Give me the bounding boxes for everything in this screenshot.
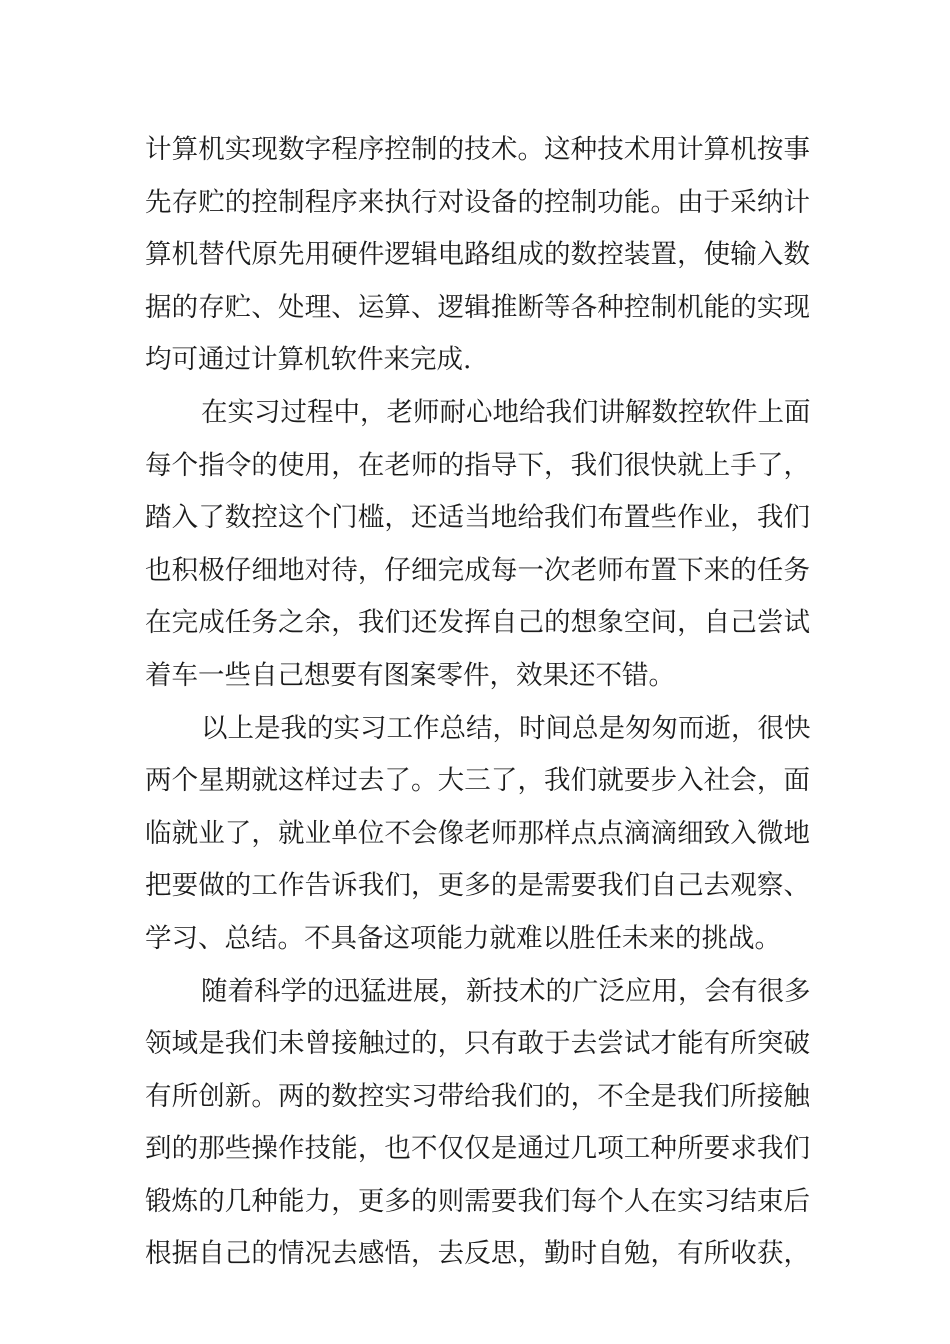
text-line: 也积极仔细地对待，仔细完成每一次老师布置下来的任务 bbox=[145, 554, 810, 586]
text-line: 在完成任务之余，我们还发挥自己的想象空间，自己尝试 bbox=[145, 607, 810, 639]
text-line: 算机替代原先用硬件逻辑电路组成的数控装置，使输入数 bbox=[145, 239, 810, 271]
document-body bbox=[145, 124, 810, 1281]
text-line: 把要做的工作告诉我们，更多的是需要我们自己去观察、 bbox=[145, 870, 810, 902]
text-line: 均可通过计算机软件来完成. bbox=[145, 344, 472, 376]
text-line: 在实习过程中，老师耐心地给我们讲解数控软件上面 bbox=[201, 396, 811, 428]
text-line: 着车一些自己想要有图案零件，效果还不错。 bbox=[145, 659, 675, 691]
text-line: 踏入了数控这个门槛，还适当地给我们布置些作业，我们 bbox=[145, 502, 810, 534]
text-line: 先存贮的控制程序来执行对设备的控制功能。由于采纳计 bbox=[145, 186, 810, 218]
text-line: 根据自己的情况去感悟，去反思，勤时自勉，有所收获， bbox=[145, 1238, 810, 1270]
text-line: 领域是我们未曾接触过的，只有敢于去尝试才能有所突破 bbox=[145, 1028, 810, 1060]
paragraph bbox=[145, 703, 810, 966]
text-line: 每个指令的使用，在老师的指导下，我们很快就上手了， bbox=[145, 449, 810, 481]
text-line: 有所创新。两的数控实习带给我们的，不全是我们所接触 bbox=[145, 1080, 810, 1112]
text-line: 据的存贮、处理、运算、逻辑推断等各种控制机能的实现 bbox=[145, 291, 810, 323]
text-line: 两个星期就这样过去了。大三了，我们就要步入社会，面 bbox=[145, 765, 810, 797]
paragraph bbox=[145, 124, 810, 387]
text-line: 临就业了，就业单位不会像老师那样点点滴滴细致入微地 bbox=[145, 817, 810, 849]
paragraph bbox=[145, 966, 810, 1282]
text-line: 锻炼的几种能力，更多的则需要我们每个人在实习结束后 bbox=[145, 1185, 810, 1217]
text-line: 计算机实现数字程序控制的技术。这种技术用计算机按事 bbox=[145, 134, 810, 165]
text-line: 随着科学的迅猛进展，新技术的广泛应用，会有很多 bbox=[201, 975, 811, 1007]
text-line: 学习、总结。不具备这项能力就难以胜任未来的挑战。 bbox=[145, 922, 781, 954]
text-line: 以上是我的实习工作总结，时间总是匆匆而逝，很快 bbox=[201, 712, 811, 744]
text-line: 到的那些操作技能，也不仅仅是通过几项工种所要求我们 bbox=[145, 1133, 810, 1165]
paragraph bbox=[145, 387, 810, 703]
